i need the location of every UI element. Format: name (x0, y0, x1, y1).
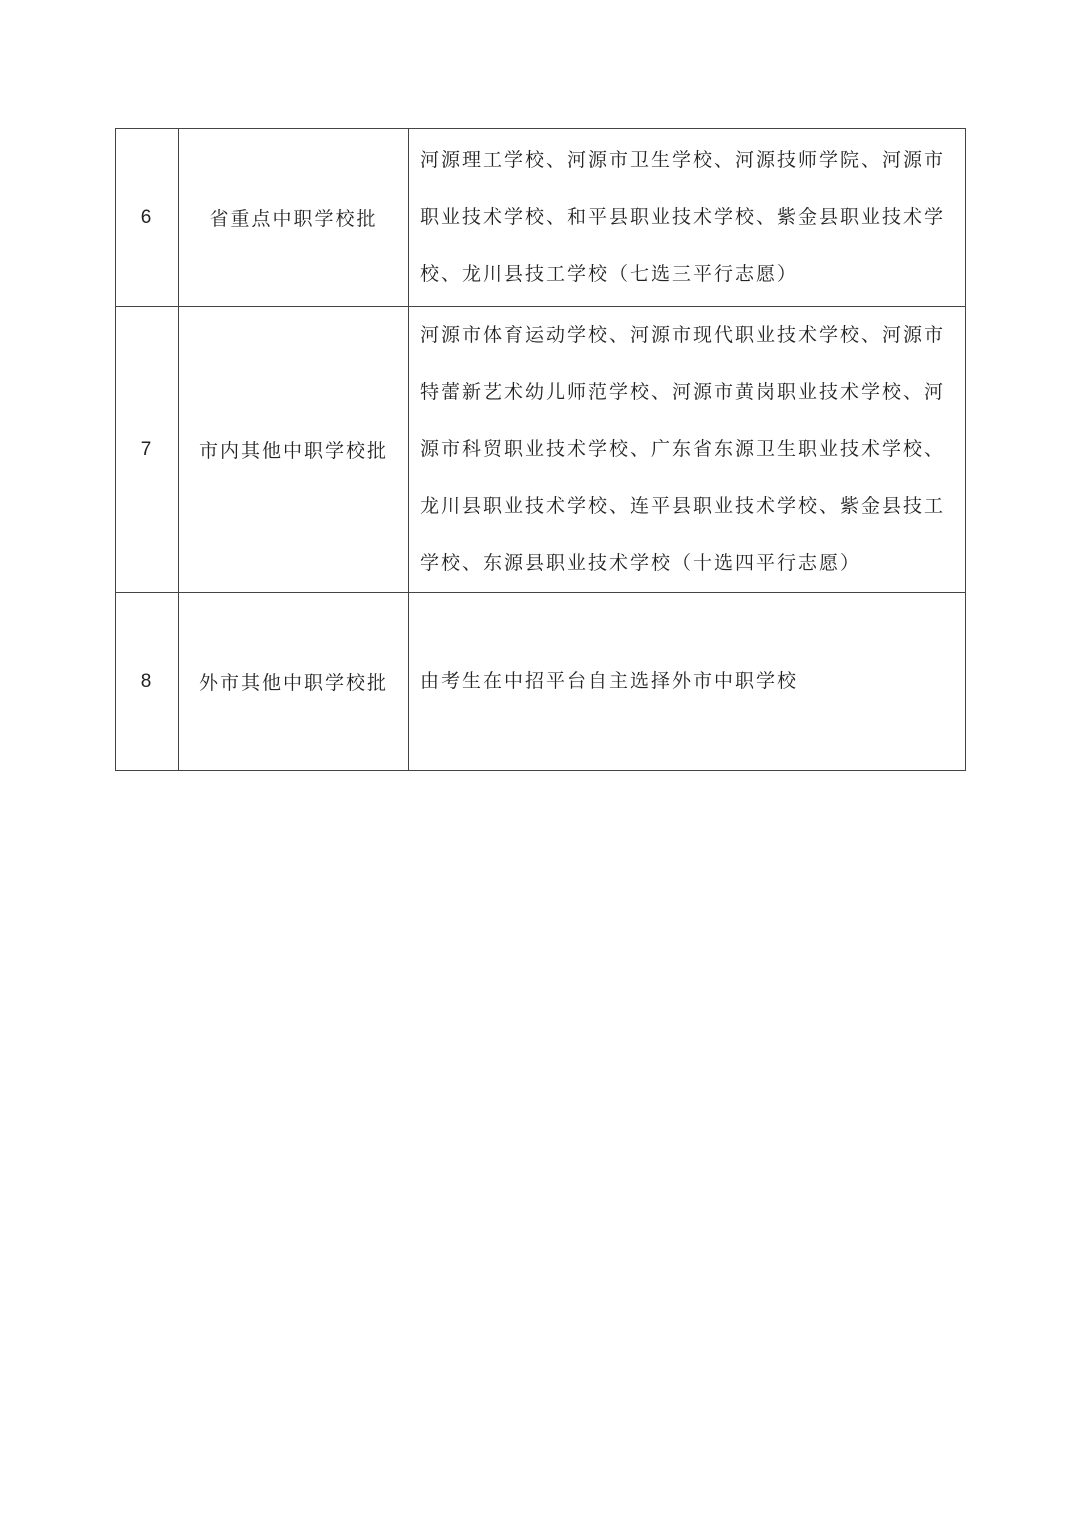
admission-batch-table (115, 128, 966, 771)
row-number: 6 (116, 129, 179, 307)
table-row (116, 593, 966, 771)
batch-name: 市内其他中职学校批 (179, 307, 409, 593)
table-row (116, 307, 966, 593)
batch-name: 外市其他中职学校批 (179, 593, 409, 771)
school-list: 河源市体育运动学校、河源市现代职业技术学校、河源市特蕾新艺术幼儿师范学校、河源市黄岗职业技术学校、河源市科贸职业技术学校、广东省东源卫生职业技术学校、龙川县职业技术学校、连平县职业技术学校、紫金县技工学校、东源县职业技术学校（十选四平行志愿） (409, 307, 966, 593)
row-number: 8 (116, 593, 179, 771)
batch-name: 省重点中职学校批 (179, 129, 409, 307)
school-list: 由考生在中招平台自主选择外市中职学校 (409, 593, 966, 771)
school-list: 河源理工学校、河源市卫生学校、河源技师学院、河源市职业技术学校、和平县职业技术学校、紫金县职业技术学校、龙川县技工学校（七选三平行志愿） (409, 129, 966, 307)
row-number: 7 (116, 307, 179, 593)
table-row (116, 129, 966, 307)
